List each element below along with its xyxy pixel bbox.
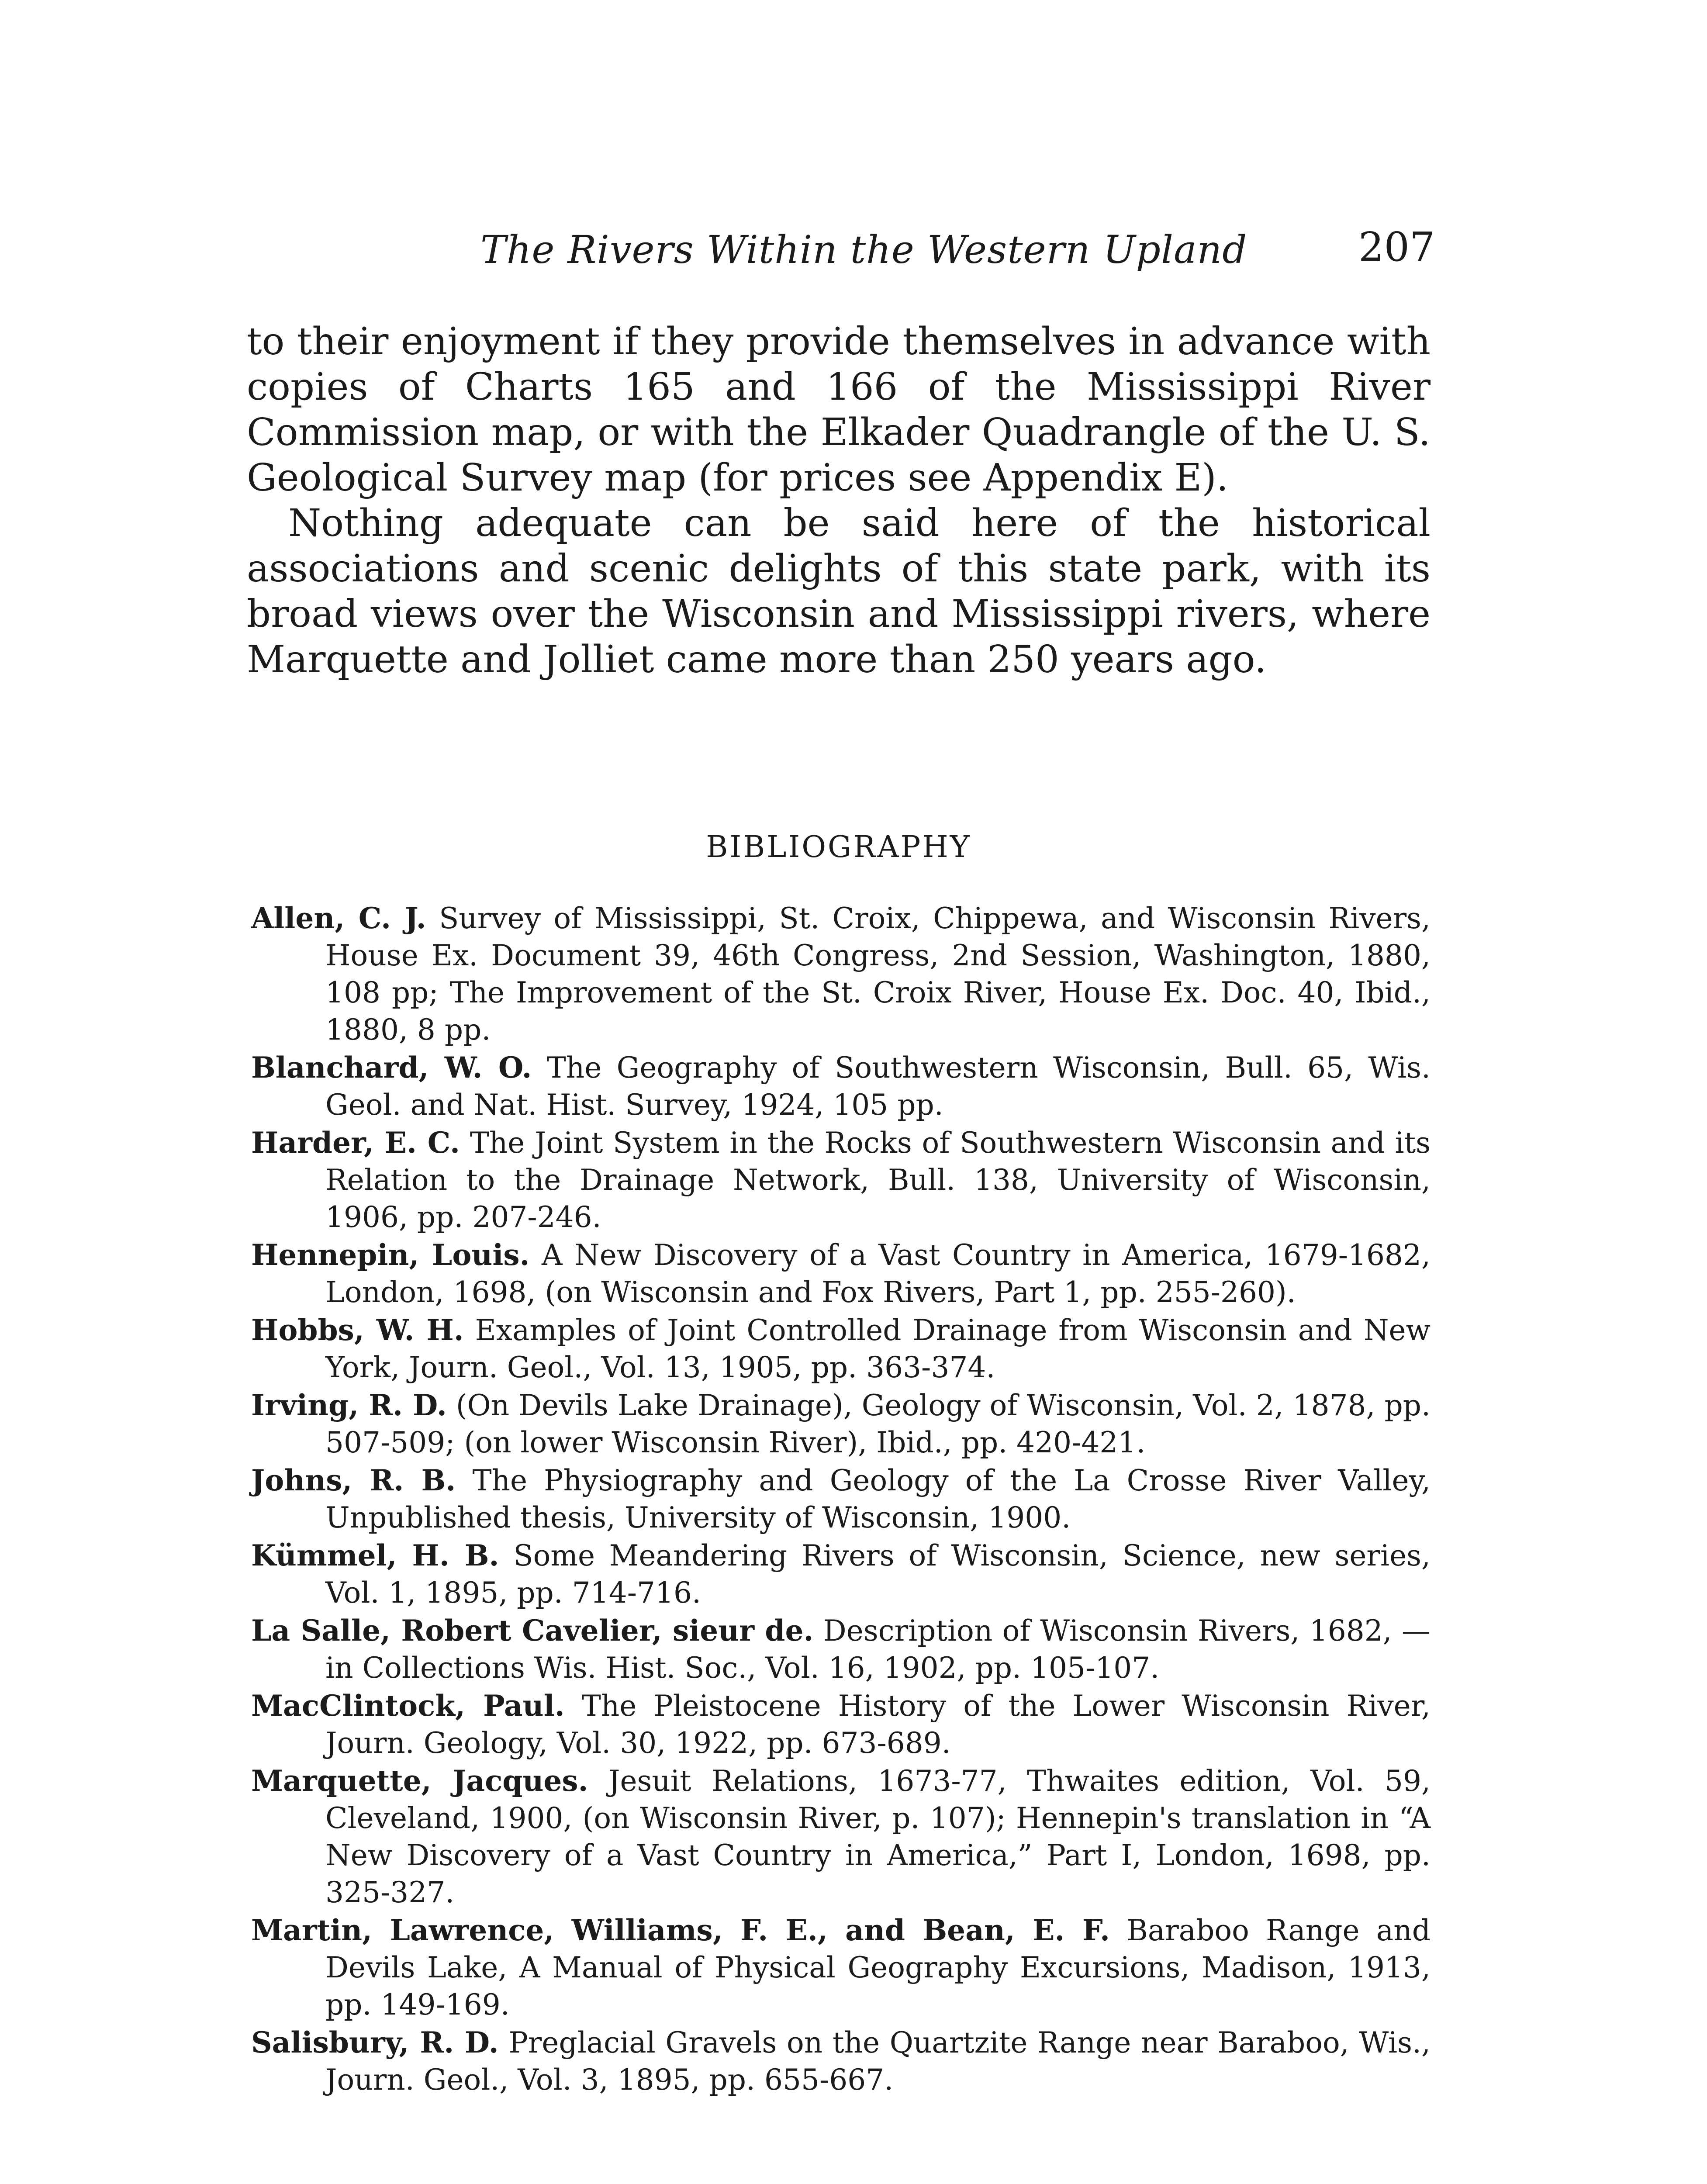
running-head-title: The Rivers Within the Western Upland bbox=[480, 227, 1247, 272]
bibliography-citation: Preglacial Gravels on the Quartzite Range near Baraboo, Wis., Journ. Geol., Vol. 3, 1895, pp. 655-667. bbox=[325, 2026, 1431, 2097]
bibliography-entry bbox=[251, 1049, 1431, 1123]
bibliography-entry bbox=[251, 1312, 1431, 1386]
bibliography-citation: Survey of Mississippi, St. Croix, Chippewa, and Wisconsin Rivers, House Ex. Document 39, 46th Congress, 2nd Session, Washington, 1880, 108 pp; The Improvement of the St. Croix River, House Ex. Doc. 40, Ibid., 1880, 8 pp. bbox=[325, 902, 1431, 1047]
bibliography-entry bbox=[251, 1237, 1431, 1311]
bibliography-citation: (On Devils Lake Drainage), Geology of Wisconsin, Vol. 2, 1878, pp. 507-509; (on lower Wisconsin River), Ibid., pp. 420-421. bbox=[325, 1389, 1431, 1459]
bibliography-author: Allen, C. J. bbox=[251, 901, 426, 935]
bibliography-author: Kümmel, H. B. bbox=[251, 1538, 499, 1572]
bibliography-author: Blanchard, W. O. bbox=[251, 1051, 532, 1085]
bibliography-citation: Description of Wisconsin Rivers, 1682, —in Collections Wis. Hist. Soc., Vol. 16, 1902, pp. 105-107. bbox=[325, 1614, 1431, 1685]
bibliography-citation: The Geography of Southwestern Wisconsin, Bull. 65, Wis. Geol. and Nat. Hist. Survey, 1924, 105 pp. bbox=[325, 1051, 1431, 1122]
bibliography-entry bbox=[251, 1612, 1431, 1686]
bibliography-citation: A New Discovery of a Vast Country in America, 1679-1682, London, 1698, (on Wisconsin and Fox Rivers, Part 1, pp. 255-260). bbox=[325, 1238, 1431, 1309]
bibliography-author: La Salle, Robert Cavelier, sieur de. bbox=[251, 1614, 814, 1648]
body-text bbox=[247, 319, 1431, 682]
bibliography-entry bbox=[251, 1762, 1431, 1911]
bibliography-heading: BIBLIOGRAPHY bbox=[706, 830, 971, 864]
body-paragraph-1: to their enjoyment if they provide themselves in advance with copies of Charts 165 and 166 of the Mississippi River Commission map, or with the Elkader Quadrangle of the U. S. Geological Survey map (for prices see Appendix E). bbox=[247, 320, 1431, 500]
bibliography-citation: Some Meandering Rivers of Wisconsin, Science, new series, Vol. 1, 1895, pp. 714-716. bbox=[325, 1539, 1431, 1610]
bibliography-citation: Examples of Joint Controlled Drainage from Wisconsin and New York, Journ. Geol., Vol. 13, 1905, pp. 363-374. bbox=[325, 1313, 1431, 1384]
bibliography-entry bbox=[251, 900, 1431, 1048]
bibliography-list bbox=[251, 900, 1431, 2099]
bibliography-author: Johns, R. B. bbox=[251, 1463, 456, 1497]
bibliography-entry bbox=[251, 1124, 1431, 1236]
bibliography-author: Irving, R. D. bbox=[251, 1388, 447, 1422]
bibliography-entry bbox=[251, 2024, 1431, 2098]
bibliography-author: Hobbs, W. H. bbox=[251, 1313, 464, 1347]
page-number: 207 bbox=[1358, 224, 1435, 270]
bibliography-entry bbox=[251, 1912, 1431, 2023]
bibliography-citation: The Pleistocene History of the Lower Wisconsin River, Journ. Geology, Vol. 30, 1922, pp. 673-689. bbox=[325, 1689, 1431, 1760]
bibliography-citation: Baraboo Range and Devils Lake, A Manual of Physical Geography Excursions, Madison, 1913, pp. 149-169. bbox=[325, 1914, 1431, 2022]
bibliography-author: Martin, Lawrence, Williams, F. E., and Bean, E. F. bbox=[251, 1913, 1110, 1947]
bibliography-citation: Jesuit Relations, 1673-77, Thwaites edition, Vol. 59, Cleveland, 1900, (on Wisconsin River, p. 107); Hennepin's translation in “A New Discovery of a Vast Country in America,” Part I, London, 1698, pp. 325-327. bbox=[325, 1764, 1431, 1909]
bibliography-author: Salisbury, R. D. bbox=[251, 2025, 499, 2060]
bibliography-author: MacClintock, Paul. bbox=[251, 1689, 565, 1723]
bibliography-author: Marquette, Jacques. bbox=[251, 1764, 588, 1798]
bibliography-entry bbox=[251, 1462, 1431, 1536]
bibliography-entry bbox=[251, 1537, 1431, 1611]
bibliography-citation: The Physiography and Geology of the La Crosse River Valley, Unpublished thesis, University of Wisconsin, 1900. bbox=[325, 1464, 1431, 1534]
bibliography-author: Hennepin, Louis. bbox=[251, 1238, 530, 1272]
bibliography-citation: The Joint System in the Rocks of Southwestern Wisconsin and its Relation to the Drainage Network, Bull. 138, University of Wisconsin, 1906, pp. 207-246. bbox=[325, 1126, 1431, 1234]
bibliography-author: Harder, E. C. bbox=[251, 1126, 460, 1160]
bibliography-entry bbox=[251, 1387, 1431, 1461]
bibliography-entry bbox=[251, 1687, 1431, 1762]
body-paragraph-2: Nothing adequate can be said here of the historical associations and scenic delights of this state park, with its broad views over the Wisconsin and Mississippi rivers, where Marquette and Jolliet came more than 250 years ago. bbox=[247, 501, 1431, 681]
